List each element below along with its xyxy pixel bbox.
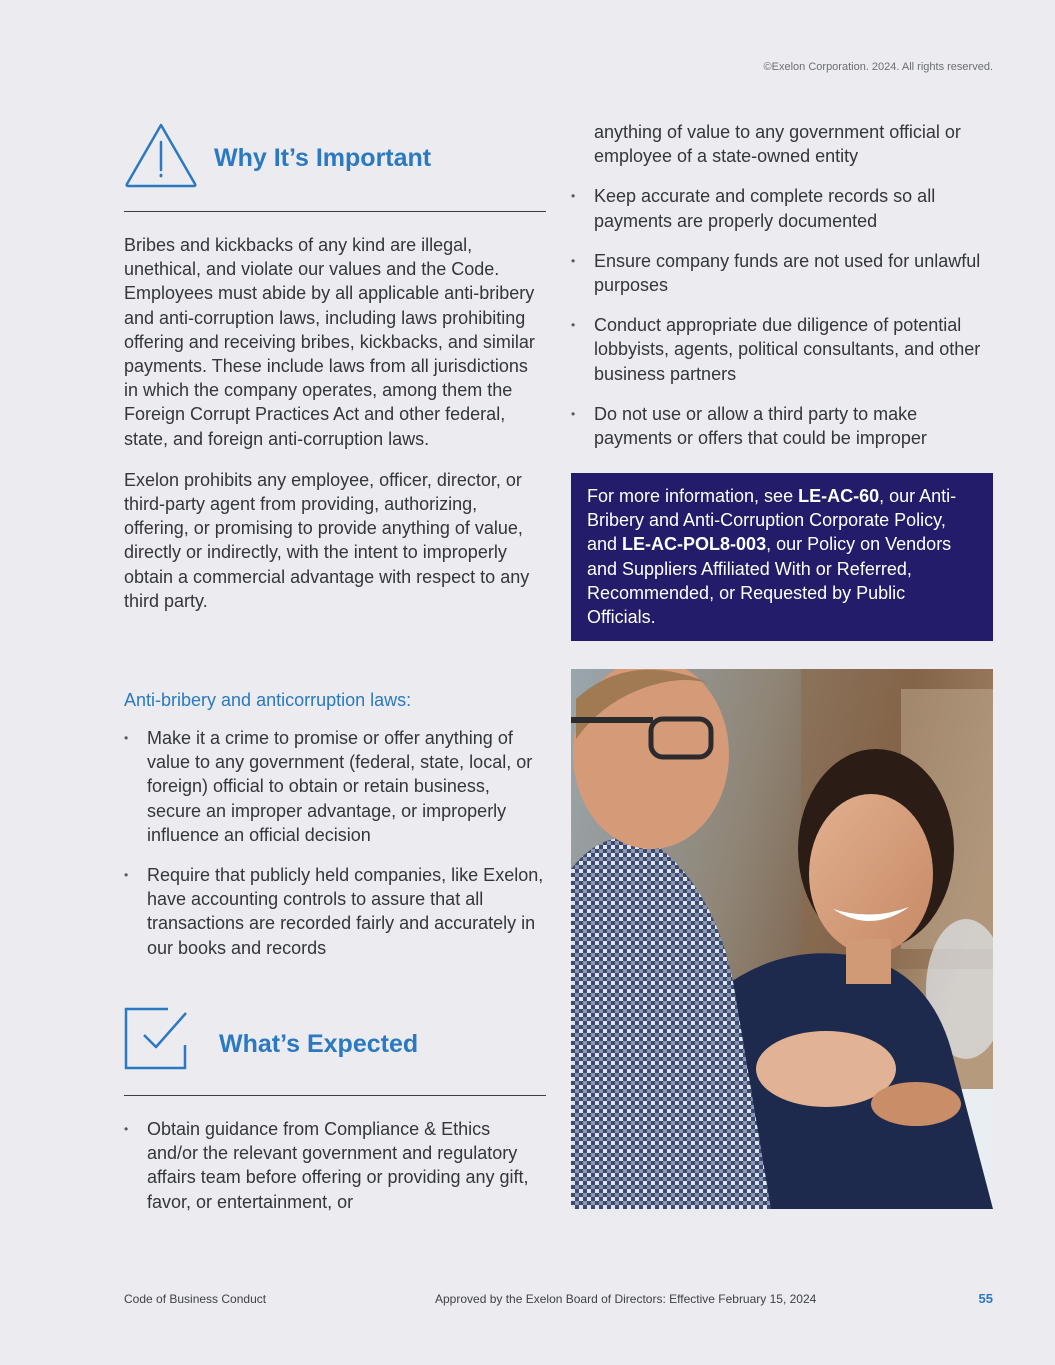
continued-text: anything of value to any government official or employee of a state-owned entity [594,122,961,167]
why-important-section [124,122,546,613]
info-text: For more information, see [587,486,799,506]
whats-expected-title: What’s Expected [219,1029,419,1058]
section-divider [124,1095,546,1096]
page-number: 55 [978,1291,993,1306]
footer-approval-note: Approved by the Exelon Board of Directors: Effective February 15, 2024 [435,1292,817,1306]
more-info-box [571,473,993,641]
laws-section [124,690,546,960]
whats-expected-header [124,1007,546,1071]
list-item: • Obtain guidance from Compliance & Ethics and/or the relevant government and regulatory affairs team before offering or providing any gift, favor, or entertainment, or [124,1117,546,1214]
why-important-header [124,122,546,188]
laws-list [124,726,546,960]
list-item: • Do not use or allow a third party to make payments or offers that could be improper [571,402,993,450]
copyright-notice: ©Exelon Corporation. 2024. All rights reserved. [763,61,993,73]
whats-expected-list [124,1117,546,1214]
policy-link-le-ac-pol8-003[interactable]: LE-AC-POL8-003 [622,534,767,555]
footer-document-title: Code of Business Conduct [124,1292,267,1306]
whats-expected-section [124,1007,546,1214]
expected-continued-list [571,184,993,450]
checkmark-box-icon [124,1007,190,1071]
laws-heading: Anti-bribery and anticorruption laws: [124,690,412,710]
why-important-paragraph-2: Exelon prohibits any employee, officer, director, or third-party agent from providing, authorizing, offering, or promising to provide anything of value, directly or indirectly, with the intent to improperly obtain a commercial advantage with respect to any third party. [124,469,530,611]
policy-link-le-ac-60[interactable]: LE-AC-60 [798,486,880,506]
expected-continued-section [571,120,993,450]
info-box-wrapper [571,473,993,641]
list-item: • Require that publicly held companies, like Exelon, have accounting controls to assure that all transactions are recorded fairly and accurately in our books and records [124,863,546,960]
info-text: , our Policy on Vendors and Suppliers Affiliated With or Referred, Recommended, or Requested by Public Officials. [587,534,952,628]
info-text: , our Anti-Bribery and Anti-Corruption Corporate Policy, and [587,486,957,555]
why-important-title: Why It’s Important [214,143,432,172]
list-item: • Keep accurate and complete records so all payments are properly documented [571,184,993,232]
list-item: • Make it a crime to promise or offer anything of value to any government (federal, state, local, or foreign) official to obtain or retain business, secure an improper advantage, or improperly influence an official decision [124,726,546,847]
list-item: • Ensure company funds are not used for unlawful purposes [571,249,993,297]
office-colleagues-photo [571,669,993,1209]
list-item: • Conduct appropriate due diligence of potential lobbyists, agents, political consultants, and other business partners [571,313,993,386]
why-important-paragraph-1: Bribes and kickbacks of any kind are illegal, unethical, and violate our values and the Code. Employees must abide by all applicable anti-bribery and anti-corruption laws, including laws prohibiting offering and receiving bribes, kickbacks, and similar payments. These include laws from all jurisdictions in which the company operates, among them the Foreign Corrupt Practices Act and other federal, state, and foreign anti-corruption laws. [124,235,535,449]
section-divider [124,211,546,212]
warning-triangle-icon [124,122,198,188]
